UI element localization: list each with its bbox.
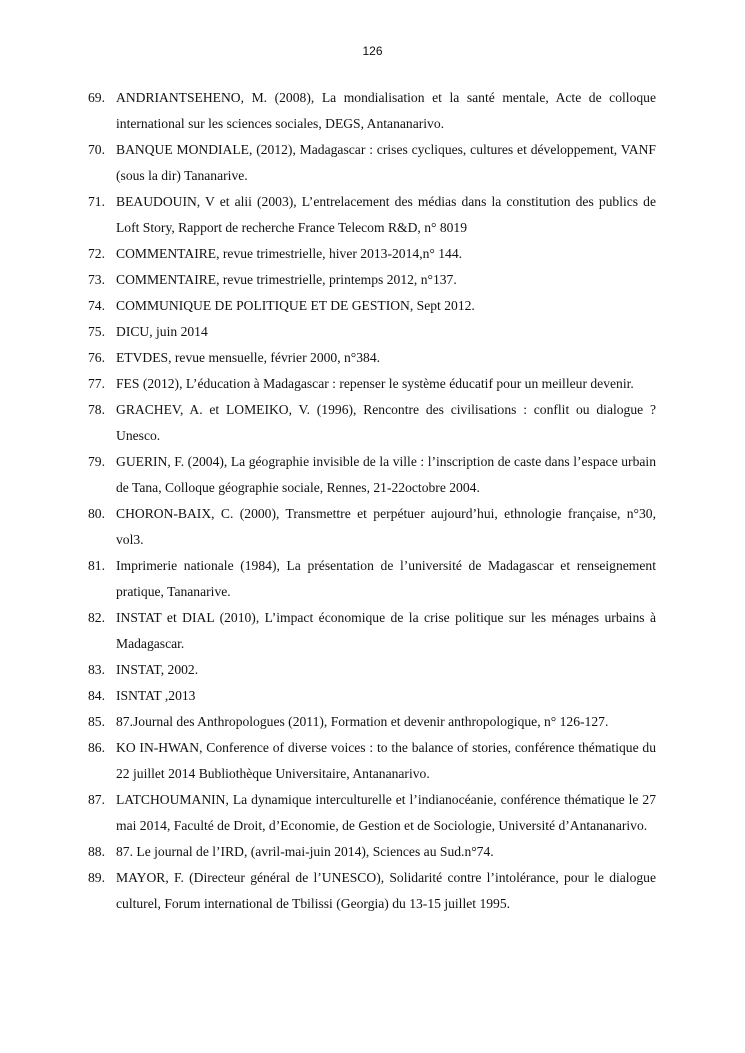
reference-number: 80.	[88, 506, 105, 521]
reference-item	[88, 709, 656, 735]
reference-item	[88, 449, 656, 501]
reference-item	[88, 735, 656, 787]
reference-item	[88, 839, 656, 865]
reference-text: 87. Le journal de l’IRD, (avril-mai-juin 2014), Sciences au Sud.n°74.	[116, 844, 494, 859]
reference-item	[88, 553, 656, 605]
reference-item	[88, 605, 656, 657]
reference-number: 71.	[88, 194, 105, 209]
reference-number: 87.	[88, 792, 105, 807]
reference-item	[88, 319, 656, 345]
reference-number: 84.	[88, 688, 105, 703]
reference-number: 86.	[88, 740, 105, 755]
reference-item	[88, 137, 656, 189]
reference-number: 76.	[88, 350, 105, 365]
reference-text: FES (2012), L’éducation à Madagascar : repenser le système éducatif pour un meilleur devenir.	[116, 376, 634, 391]
reference-text: KO IN-HWAN, Conference of diverse voices : to the balance of stories, conférence thématique du 22 juillet 2014 Bubliothèque Universitaire, Antananarivo.	[116, 740, 656, 781]
reference-item	[88, 683, 656, 709]
reference-text: GUERIN, F. (2004), La géographie invisible de la ville : l’inscription de caste dans l’espace urbain de Tana, Colloque géographie sociale, Rennes, 21-22octobre 2004.	[116, 454, 656, 495]
reference-text: COMMENTAIRE, revue trimestrielle, hiver 2013-2014,n° 144.	[116, 246, 463, 261]
reference-number: 74.	[88, 298, 105, 313]
reference-item	[88, 787, 656, 839]
reference-number: 77.	[88, 376, 105, 391]
reference-number: 81.	[88, 558, 105, 573]
reference-number: 69.	[88, 90, 105, 105]
reference-text: GRACHEV, A. et LOMEIKO, V. (1996), Rencontre des civilisations : conflit ou dialogue ? Unesco.	[116, 402, 656, 443]
reference-text: COMMENTAIRE, revue trimestrielle, printemps 2012, n°137.	[116, 272, 457, 287]
reference-item	[88, 85, 656, 137]
reference-number: 73.	[88, 272, 105, 287]
reference-text: CHORON-BAIX, C. (2000), Transmettre et perpétuer aujourd’hui, ethnologie française, n°30, vol3.	[116, 506, 656, 547]
reference-number: 89.	[88, 870, 105, 885]
reference-text: LATCHOUMANIN, La dynamique interculturelle et l’indianocéanie, conférence thématique le 27 mai 2014, Faculté de Droit, d’Economie, de Gestion et de Sociologie, Université d’Antananarivo.	[116, 792, 656, 833]
reference-item	[88, 293, 656, 319]
reference-item	[88, 397, 656, 449]
reference-item	[88, 501, 656, 553]
reference-item	[88, 865, 656, 917]
reference-text: BANQUE MONDIALE, (2012), Madagascar : crises cycliques, cultures et développement, VANF (sous la dir) Tananarive.	[116, 142, 656, 183]
reference-text: INSTAT, 2002.	[116, 662, 199, 677]
reference-text: BEAUDOUIN, V et alii (2003), L’entrelacement des médias dans la constitution des publics de Loft Story, Rapport de recherche France Telecom R&D, n° 8019	[116, 194, 656, 235]
reference-number: 82.	[88, 610, 105, 625]
reference-number: 78.	[88, 402, 105, 417]
reference-text: MAYOR, F. (Directeur général de l’UNESCO), Solidarité contre l’intolérance, pour le dialogue culturel, Forum international de Tbilissi (Georgia) du 13-15 juillet 1995.	[116, 870, 656, 911]
reference-item	[88, 189, 656, 241]
reference-text: DICU, juin 2014	[116, 324, 208, 339]
reference-text: COMMUNIQUE DE POLITIQUE ET DE GESTION, Sept 2012.	[116, 298, 475, 313]
reference-text: ISNTAT ,2013	[116, 688, 196, 703]
reference-text: Imprimerie nationale (1984), La présentation de l’université de Madagascar et renseignement pratique, Tananarive.	[116, 558, 656, 599]
page-number: 126	[362, 44, 383, 58]
reference-text: ANDRIANTSEHENO, M. (2008), La mondialisation et la santé mentale, Acte de colloque international sur les sciences sociales, DEGS, Antananarivo.	[116, 90, 656, 131]
reference-item	[88, 267, 656, 293]
reference-item	[88, 371, 656, 397]
reference-number: 88.	[88, 844, 105, 859]
reference-text: ETVDES, revue mensuelle, février 2000, n°384.	[116, 350, 381, 365]
reference-text: INSTAT et DIAL (2010), L’impact économique de la crise politique sur les ménages urbains à Madagascar.	[116, 610, 656, 651]
reference-item	[88, 345, 656, 371]
reference-text: 87.Journal des Anthropologues (2011), Formation et devenir anthropologique, n° 126-127.	[116, 714, 609, 729]
reference-number: 83.	[88, 662, 105, 677]
reference-number: 79.	[88, 454, 105, 469]
reference-item	[88, 241, 656, 267]
reference-number: 72.	[88, 246, 105, 261]
reference-number: 85.	[88, 714, 105, 729]
reference-number: 75.	[88, 324, 105, 339]
bibliography-list	[88, 85, 656, 917]
reference-item	[88, 657, 656, 683]
reference-number: 70.	[88, 142, 105, 157]
